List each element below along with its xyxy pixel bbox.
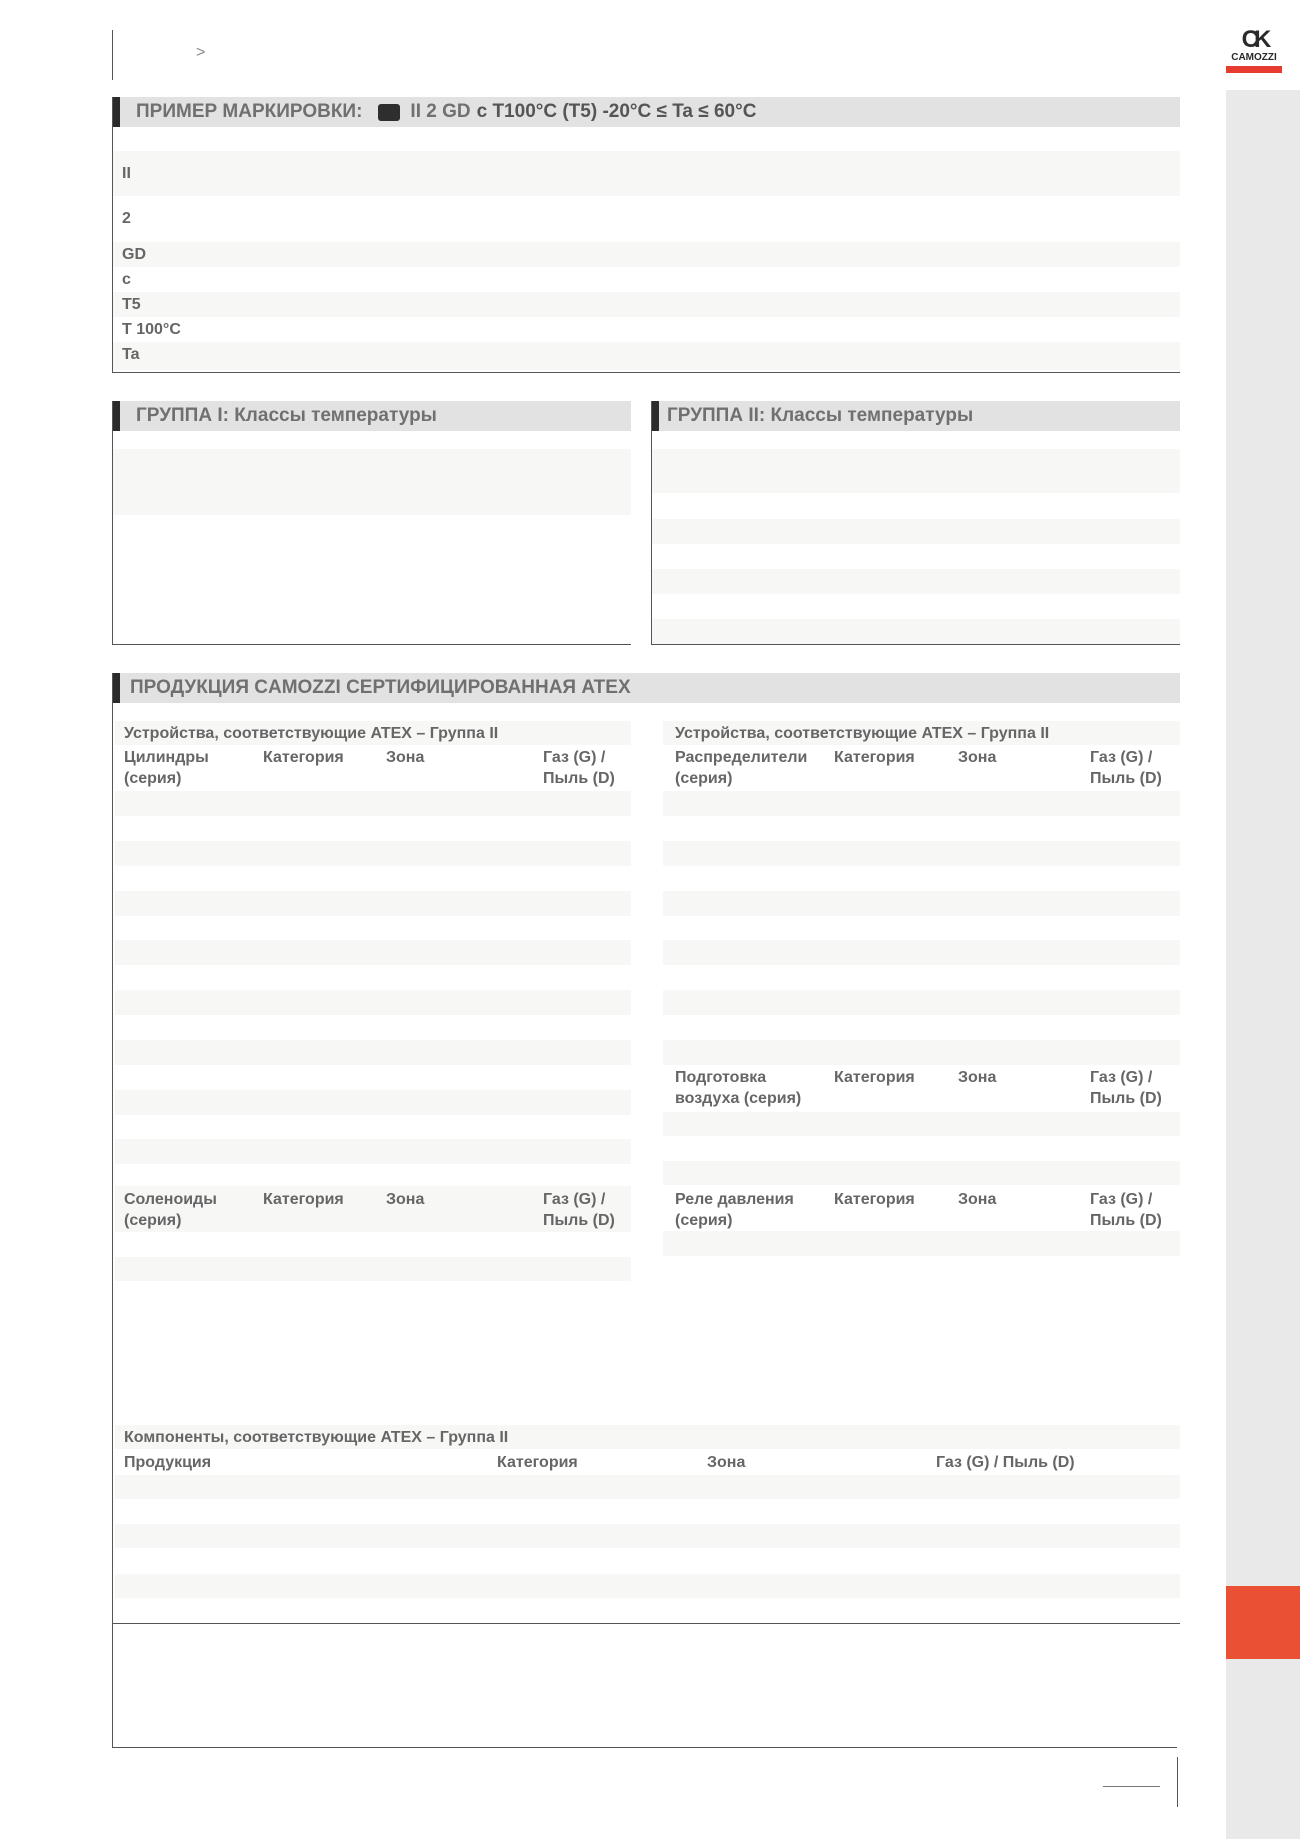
air-row-stripe xyxy=(663,1161,1180,1185)
cylinders-row-stripe xyxy=(115,1090,631,1115)
marking-title-rest: c T100°C (T5) -20°C ≤ Ta ≤ 60°C xyxy=(476,101,757,122)
cylinders-row-stripe xyxy=(115,990,631,1015)
cylinders-col-category: Категория xyxy=(263,749,344,766)
marking-row-protection: c xyxy=(122,271,131,288)
products-bottom-border xyxy=(112,1747,1177,1748)
air-col-series: Подготовка воздуха (серия) xyxy=(675,1069,802,1107)
valves-row-stripe xyxy=(663,891,1180,916)
marking-bottom-border xyxy=(112,372,1180,373)
camozzi-logo xyxy=(1226,28,1282,74)
products-divider xyxy=(112,1623,1180,1624)
marking-title-code: II 2 GD xyxy=(410,101,471,122)
valves-col-gas-dust: Газ (G) / Пыль (D) xyxy=(1090,749,1162,787)
cylinders-col-series: Цилиндры (серия) xyxy=(124,749,209,787)
components-col-gas-dust: Газ (G) / Пыль (D) xyxy=(936,1454,1075,1471)
pressure-row-stripe xyxy=(663,1231,1180,1256)
air-col-category: Категория xyxy=(834,1069,915,1086)
footer-page-rule xyxy=(1103,1786,1160,1787)
right-subtitle: Устройства, соответствующие ATEX – Группа II xyxy=(675,725,1050,742)
group2-bottom-border xyxy=(651,644,1180,645)
valves-row-stripe xyxy=(663,791,1180,816)
group1-header xyxy=(112,401,631,431)
footer-vertical-rule xyxy=(1177,1757,1178,1807)
air-col-zone: Зона xyxy=(958,1069,997,1086)
valves-row-stripe xyxy=(663,940,1180,965)
cylinders-row-stripe xyxy=(115,791,631,816)
logo-text: CAMOZZI xyxy=(1231,52,1277,63)
pressure-col-gas-dust: Газ (G) / Пыль (D) xyxy=(1090,1191,1162,1229)
marking-stripe xyxy=(112,242,1180,267)
components-row-stripe xyxy=(115,1475,1180,1499)
right-sidebar xyxy=(1226,90,1300,1839)
valves-col-zone: Зона xyxy=(958,749,997,766)
cylinders-row-stripe xyxy=(115,891,631,916)
group1-bottom-border xyxy=(112,644,631,645)
marking-stripe xyxy=(112,292,1180,317)
valves-row-stripe xyxy=(663,841,1180,866)
group1-left-border xyxy=(112,401,113,644)
sidebar-section-tab[interactable] xyxy=(1226,1586,1300,1659)
marking-row-atmosphere: GD xyxy=(122,246,146,263)
solenoids-col-category: Категория xyxy=(263,1191,344,1208)
marking-row-group: II xyxy=(122,165,131,182)
components-col-category: Категория xyxy=(497,1454,578,1471)
cylinders-row-stripe xyxy=(115,940,631,965)
group2-stripe xyxy=(651,519,1180,544)
cylinders-col-zone: Зона xyxy=(386,749,425,766)
marking-left-border xyxy=(112,97,113,372)
group2-stripe xyxy=(651,569,1180,594)
air-row-stripe xyxy=(663,1112,1180,1136)
solenoids-row-stripe xyxy=(115,1257,631,1281)
marking-title-prefix: ПРИМЕР МАРКИРОВКИ: xyxy=(136,101,363,122)
valves-col-category: Категория xyxy=(834,749,915,766)
breadcrumb-arrow[interactable]: > xyxy=(196,44,206,61)
pressure-col-series: Реле давления (серия) xyxy=(675,1191,794,1229)
components-col-zone: Зона xyxy=(707,1454,746,1471)
logo-underline xyxy=(1226,66,1282,73)
components-col-product: Продукция xyxy=(124,1454,212,1471)
valves-row-stripe xyxy=(663,1040,1180,1065)
group2-title: ГРУППА II: Классы температуры xyxy=(667,405,974,426)
header-left-rule xyxy=(112,30,113,80)
cylinders-row-stripe xyxy=(115,1040,631,1065)
valves-row-stripe xyxy=(663,990,1180,1015)
products-left-border xyxy=(112,673,113,1748)
marking-stripe xyxy=(112,151,1180,196)
marking-row-temp-class: T5 xyxy=(122,296,141,313)
products-title: ПРОДУКЦИЯ CAMOZZI СЕРТИФИЦИРОВАННАЯ ATEX xyxy=(130,677,631,698)
air-col-gas-dust: Газ (G) / Пыль (D) xyxy=(1090,1069,1162,1107)
group2-header xyxy=(651,401,1180,431)
pressure-col-category: Категория xyxy=(834,1191,915,1208)
cylinders-row-stripe xyxy=(115,841,631,866)
group1-stripe xyxy=(112,449,631,515)
ex-symbol-icon xyxy=(378,104,400,121)
group2-stripe xyxy=(651,619,1180,644)
group2-stripe xyxy=(651,449,1180,493)
group1-title: ГРУППА I: Классы температуры xyxy=(136,405,437,426)
components-subtitle: Компоненты, соответствующие ATEX – Группа II xyxy=(124,1429,509,1446)
marking-header xyxy=(112,97,1180,127)
cylinders-row-stripe xyxy=(115,1139,631,1164)
products-header xyxy=(112,673,1180,703)
cylinders-col-gas-dust: Газ (G) / Пыль (D) xyxy=(543,749,615,787)
valves-col-series: Распределители (серия) xyxy=(675,749,808,787)
pressure-col-zone: Зона xyxy=(958,1191,997,1208)
marking-row-ambient: Ta xyxy=(122,346,140,363)
marking-row-max-temp: T 100°C xyxy=(122,321,181,338)
group2-left-border xyxy=(651,401,652,644)
solenoids-col-series: Соленоиды (серия) xyxy=(124,1191,217,1229)
logo-mark: CK xyxy=(1241,26,1267,53)
components-row-stripe xyxy=(115,1524,1180,1548)
components-row-stripe xyxy=(115,1574,1180,1598)
solenoids-col-zone: Зона xyxy=(386,1191,425,1208)
solenoids-col-gas-dust: Газ (G) / Пыль (D) xyxy=(543,1191,615,1229)
left-subtitle: Устройства, соответствующие ATEX – Группа II xyxy=(124,725,499,742)
marking-stripe xyxy=(112,342,1180,370)
marking-row-category: 2 xyxy=(122,210,131,227)
